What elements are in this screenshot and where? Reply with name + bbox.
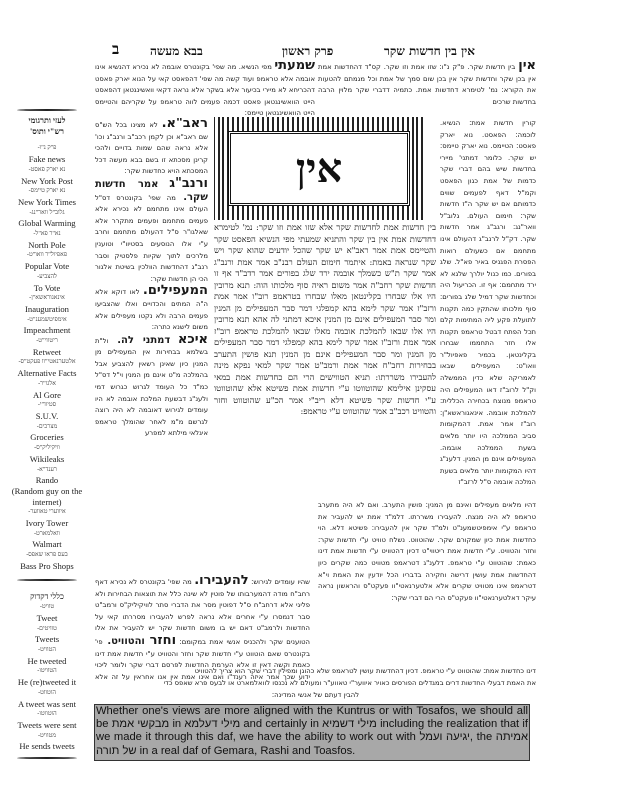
gloss-term-hebrew: סטיוו"י- [37,401,57,409]
grammar-term-english: Tweets [34,634,60,645]
rashi-line: המעפילים אינם מן המנין. [460,455,536,464]
commentary-line: אלגור הכי הן חדשות שקר: [95,263,208,283]
rashi-line: היה וכחדשות שקר דמיל [440,281,536,301]
commentary-line: לישנא כתרה: [151,323,191,332]
commentary-line: נראה לפרש להעבירו מסררתו קאי על החדשות ולרמב"ט דאם [95,612,310,633]
rashi-line: אמר חדשות שקר. דק"ל לרנב"ג [440,223,536,243]
commentary-line: המעפילים מן המנין כיון שאינן [95,348,208,368]
dibbur-hamaschil: המעפילים. [142,283,208,299]
gemara-line: והטוויט רכב"ב אמר שהוטווט ע"י טראמפ: [300,406,436,416]
gloss-term [4,250,90,271]
ornament-divider [17,756,77,760]
gloss-term [4,357,90,378]
gemara-line: המנין תנא פושין התערב בבחירות רחב"ח אמר [214,348,436,370]
rashi-line: לוכמה: הפאסט. נוא יארק פאסט: [440,130,536,151]
commentary-line: ס"ל דהעולם מתחמם וחרב ע"י [95,228,208,248]
gloss-term-hebrew: אימפיטשמענ"ט- [27,315,67,323]
rashi-line: דהחדשות אמת אין בכן שקר וחדשות שקר אין בכן שום [318,63,536,83]
gloss-term [4,208,90,229]
commentary-paragraph [95,331,208,440]
rashi-line: בכחירה הכללית: להמלכת אובמה. [440,397,536,417]
tosafos-line: הוואשינגטאן פאסט דכמה פעמים [197,97,300,106]
rashi-line: שבאו לאמריקה שלא כדין [440,362,536,383]
commentary-line: מה שפי' בקונטרס [110,193,176,202]
gloss-term-hebrew: להצביע- [37,272,57,280]
dibbur-hamaschil-rest: אמר חדשות שקר. [95,178,208,203]
grammar-term [4,624,90,645]
rashi-line: הטיימס. נוא יארק טיימס: יש [440,142,536,162]
commentary-line: ול"ת בשלמא בבחירות אין [95,336,208,357]
gloss-term [4,336,90,357]
gemara-line: אהא תנא מרובין היו אלו שבאו להמלכת אובמה [214,314,436,336]
commentary-line: מסכתא זו בשם בבא מעשה דכל [95,155,191,164]
gloss-term-hebrew: אינאגוראשא"ן- [29,294,65,302]
rashi-line: כיון שמקורם שקר. שהוטווט. נשלח טוויט ע"י חדשות שקר: [318,535,493,544]
rashi-bottom [318,500,536,618]
rashi-line: סמך של אמת וכל מגמתם להטעות את הקורא: נמ' לטימרא [318,74,536,95]
chapter-number: פרק ראשון [282,44,334,58]
grammar-term [4,688,90,709]
grammar-term-english: Tweets were sent [17,719,77,730]
gloss-term-english: To Vote [33,282,61,293]
rashi-paragraph [440,118,536,489]
rashi-line: מתחמם: אף זו. הכריעול [450,281,525,290]
rashi-line: ולמ"ד שקר אין להעבירו: פשיטא דלא. הוי כחדשות אמת [318,524,536,544]
commentary-line: לקמן רכב"ב ורנב"ג וכו' אלא נראה [95,132,208,153]
gloss-term [4,422,90,443]
gloss-term-english: Alternative Facts [17,368,77,379]
rashi-line: עיקר דאלטערנאטי"וו פעקט"ס הרי הם דברי שקר: [391,593,536,602]
gloss-term-hebrew: וויקיליק"ס- [34,444,60,452]
commentary-line: לאו דוקא אלא [95,288,140,297]
dibbur-hamaschil-rest: והטוויט. [102,635,150,647]
tosafos-side [95,118,208,573]
commentary-line: נכירא דאף רחב"ח מודה דהמערבותו של פוטין לא שינה כלל את [95,578,310,598]
commentary-line: ולומר ליכוי ידוע שכך אמר איזה רענד"ו ואם אינו אמת אין אנו [95,661,310,681]
dibbur-hamaschil-rest: דמתני לה. [108,334,171,346]
gloss-term-english: New York Times [17,196,77,207]
gloss-term-english: Bass Pro Shops [20,560,74,571]
gemara-line: חדשות שקר רחב"ה אמר משום ראיה סוף מלכותו [267,279,436,290]
commentary-line: שהם שמות בדויים ולהכי קרינן [95,144,208,164]
gloss-term [4,550,90,571]
gemara-line: אמת במאי עסקינן אילימא שהוטווטו ע"י חדשות [214,371,436,393]
gloss-term [4,229,90,250]
center-word-box [228,131,410,206]
rashi-line: וחזר והטוויט. ע"י חדשות אמת ריטווי"ט דכיון דהטוויט [378,547,536,556]
commentary-line: הרבה ולא נקטו מעפילים אלא משום [95,311,208,332]
gloss-term-hebrew: פ"ק נ"ו- [37,144,57,152]
rashi-opening: אין [518,60,536,73]
gemara-line: ומר סבר המעפילים אינם מן המנין איכא דמתני לה [267,314,436,324]
commentary-line: לא מצינו בכל הש"ס [95,121,158,129]
rashi-line: כגון הפאסט וקמ"ל דאף לפעמים [440,176,536,197]
commentary-line: העומד לגרוש כגרוש דמי ולענ"ג [95,383,208,403]
gemara-line: כשמלך אובמה ירד שלג בפורים אמר רדב"ד אף זו [214,268,382,278]
rashi-line: קורין חדשות אמת: הנשיא. [440,119,536,127]
rashi-line: בשעת המלכה אובמה ס"ל לרזב"ז [440,466,536,487]
tosafos-top [95,60,315,120]
rashi-line: שווים כדמותם אם יש [440,188,536,209]
chapter-name: אין בין חדשות שקר [384,44,476,58]
commentary-line: רנב"ג דהחדשות הוולכין בשיטת [111,263,208,272]
rashi-line: פקע ליה המתימות קלם [440,316,511,325]
rashi-line: לא היה מתערב טראמפ לא היה מנצח. להעבירו משררתו. [318,501,536,521]
bottom-line: את האמת דבעלי החדשות דרים במגדלים הפורסים כאויר איווער"י טאווע"ר ומעולם לא נכנסו לוואלמארט או לבעס פרא שאפס כדי [163,678,536,687]
tractate-name: בבא מעשה [150,44,203,58]
commentary-line: אלו הנוסעים בסטיוו"י וטוענין [95,239,192,248]
gloss-column [4,104,90,764]
gloss-title-2: רש"י ותוס' [30,126,64,136]
commentary-line: כאמת וקשה דאין זו אלא הערמת החדשות לפרסם דברי שקר [126,661,310,670]
grammar-term-hebrew: טוויטים- [37,624,57,632]
dibbur-hamaschil: ורנב"ג [169,175,208,191]
rashi-line: כנול יולרך שלגא לא ירד [440,269,536,290]
tosafos-line: מפי הנשיא. מה שפי' בקונטרס אובמה לא נכירא [129,63,272,71]
grammar-term-hebrew: הטוויט- [38,646,56,654]
rashi-line: דהמקומות סביב הממלכה היו יותר [440,420,536,441]
gloss-term-english: Walmart [32,539,62,550]
gloss-term-hebrew: מצרכים- [36,422,58,430]
commentary-paragraph [95,175,208,285]
ornament-divider [17,108,77,112]
commentary-line: הדברי סתר לוויקיליק"ס ורמב"ט סבר דנמסרו ע"י אחרים אלא [95,601,310,621]
gloss-term-hebrew: פאפיול"ר וואו"ט- [26,251,68,259]
tosafos-opening: שמעתי [274,60,315,73]
commentary-line: פי' בקונטרס [95,637,310,658]
gemara-line: אמת וזו שקר: [252,222,302,232]
rashi-line: וחקירה בדבריו הכל יודעין את האמת וי"א דטראמפ אינו [318,570,536,591]
commentary-paragraph [95,285,208,333]
gemara-line: מאלו שבאו להמלכת טראמפ רוב"ז אמר אמת [214,325,436,347]
gloss-term-hebrew: נא יארק פאסט- [28,165,66,173]
grammar-terms [4,602,90,752]
grammar-title: כללי דקדוק [30,591,64,601]
gloss-term [4,486,90,507]
gloss-term-hebrew: נא יארק טיימס- [28,187,66,195]
gemara-line: אמת פשיטא אלא שהוטווטו ע"י חדשות שקר [214,383,436,405]
gemara-line: הוה: תנא מרובין היו אלו שבחרו בקלינטאן מאלו [214,279,436,301]
grammar-term-english: He (re)tweeted it [17,677,77,688]
page-letter: ב [112,40,120,58]
commentary-line: המסכתא הויא כחדשות שקר: [124,167,208,176]
gloss-term-english: S.U.V. [35,410,59,421]
commentary-line: אחראין על זה אלא [95,672,155,681]
rashi-line: ע"י חדשות אמת דינו כאמת: שהוטווט ע"י טראמפ. דלענ"ג [318,547,536,567]
gemara-line: בין חדשות אמת לחדשות שקר אלא שזו [301,222,436,232]
gemara-line: שהוא שקר ויש שקר שנראה באמת: איתמר חימום [214,245,436,267]
bottom-line: דינו כחדשות אמת: שהוטווט ע"י טראמפ. דכיון דהחדשות עושין לטראמפ שלא כהוגן ומפילין דברי שקר הוא צריך להטוויט [194,667,536,675]
rashi-line: דהעולם אינו מתחמם אם כשעולם [440,234,536,255]
grammar-term-hebrew: הוטווט- [38,688,56,696]
gloss-term-english: Al Gore [33,389,61,400]
gloss-term-english: (Random guy on the internet) [11,485,83,507]
grammar-term-english: A tweet was sent [18,698,76,709]
gemara-line: פשיטא דלא ריב"י אמר הכ"ע שהוטווט וחזר [214,394,372,405]
gloss-term [4,529,90,550]
rashi-line: דלמ"ד אמת יש להעביר את טראמפ ע"י אימפיטשמענ"ט [318,512,536,533]
center-word: אין [295,145,343,192]
gloss-title: לעזי ותרגומי [28,116,66,125]
rashi-line: פא"ל. שלג בפורים. כמו [440,258,536,278]
gloss-term-hebrew: אלטערנאטי"וו פעקט"ס- [18,358,76,366]
tosafos-line: אלא בשקר אלא נראה דקאי וואשינגטאן דהפאסט הייט [95,86,315,106]
grammar-term [4,645,90,666]
commentary-line: שאם הוטווט ע"י חדשות שקר וחזר והטוויט ע"י חדשות אמת דינו [95,649,282,658]
gloss-term-english: Wikileaks [29,453,65,464]
gloss-term [4,186,90,207]
commentary-line: שם ראב"א וכן [163,132,208,141]
dibbur-hamaschil: וחזר [149,632,177,648]
gloss-term [4,507,90,528]
grammar-term [4,709,90,730]
rashi-line: בין חדשות שקר. פ"ק נ"ו: שזו אמת וזו שקר. קס"ד [361,63,516,71]
rashi-line: תקנות אלו חזר התחממו [440,327,536,348]
commentary-bottom [95,666,536,702]
rashi-line: רואות הפסרת הפגניס באיר [440,246,536,267]
gloss-terms [4,143,90,571]
gloss-term-hebrew: בעס פראו שאפס- [26,551,68,559]
commentary-line: רשאין להצביע אבל בהמלכה מ"ט [95,359,208,380]
rashi-line: שקר ה"ז חדשות שקר: חימום [440,200,536,220]
commentary-line: טראמפ איגלאי מילתא למפרע [95,417,208,438]
commentary-line: עומדים לגירוש דאובמה לא היה [109,406,208,415]
gemara-text [214,222,436,500]
center-word-frame [214,117,424,220]
dibbur-hamaschil: איכא [177,331,208,347]
gloss-term-english: Popular Vote [24,261,70,272]
note-box [94,704,530,761]
rashi-line: אינאגוראשא"ן: רוב"ז אמר אמת. [440,408,536,429]
commentary-line: ה"ה המתים [165,299,208,308]
gloss-term-english: Impeachment [23,325,71,336]
gloss-term [4,293,90,314]
gloss-term [4,465,90,486]
gemara-line: והטיימס אמת אמר ראב"א יש שקר שהכל יודעים [264,245,436,255]
rashi-line: דהיו מלאים מעפילים ואינם מן המנין: פושין התערב. ואם [364,501,536,509]
rashi-line: דטראמפ מטוויט כמה שקרים כיון דהחדשות אמת עושין דרישה [318,558,536,579]
gloss-term [4,315,90,336]
bottom-line: להבין דעתם של אנשי המדינה: [271,690,360,699]
grammar-term-english: He sends tweets [19,741,75,752]
commentary-line: שהיו עומדים לגירוש: [248,578,310,586]
commentary-paragraph [95,118,208,178]
gloss-term-english: North Pole [28,239,66,250]
grammar-term-english: Tweet [36,612,58,623]
gloss-term-hebrew: איווערי טאווער- [28,508,66,516]
gloss-term [4,143,90,164]
gloss-term-english: Inauguration [25,303,69,314]
grammar-term [4,602,90,623]
commentary-line: נכירא אלא פעמים מתחמם [95,205,208,225]
rashi-top [318,60,536,120]
rashi-line: שבחרו בקלינטאן. בכמיר [440,339,536,359]
note-text: Whether one's views are more aligned with the Kuntrus or with Tosafos, we should all be מבקשי אמת in מילי דעלמא and certainly in מילי דשמיא including the realization that if we made it through this daf, we have the ability to work out with יגיעה ועמל, the אמיתה של תורה in a real daf of Gemara, Rashi and Toasfos. [96,705,528,757]
commentary-line: תוצאות הבחירות ולא פליגי אלא דרחב"ח ס"ל דפוטין מסר את [95,589,310,610]
rashi-line: שלג בפורים: סוף מלכותו [440,292,536,313]
grammar-term-hebrew: הטוויטו- [37,667,57,675]
tosafos-line: הייט הוואשינגטאן טיימס: [244,109,315,118]
commentary-line: מה שפי' בקונטרס לא [126,578,192,586]
gemara-line: בין שקר והתניא שמעתי מפי הנשיא הפאסט שקר [214,233,376,244]
rashi-line: שהתקין כמה תקנות לתועלת [440,304,536,325]
gemara-line: ורזב"ז אמר שקר לימא בהא קמפלגי דמר סבר [246,337,400,347]
rashi-line: מטוויט שקרים אלא אלטערנאטי"וו פעקט"ס והראשון נראה [318,582,494,591]
gloss-term [4,443,90,464]
commentary-line: רוצה לגרשם מ"מ לאחר שהומלך [95,406,208,426]
gloss-term [4,272,90,293]
grammar-term-hebrew: טוויט- [39,603,55,611]
rashi-line: תכל הפתח דבטל טראמפ [458,327,536,336]
rashi-line: מלאים בשעת הממלכה אובמה. [440,432,536,452]
commentary-line: יש בו משום חדשות שקר יש להעביר את אלו הטוענים שקר [95,624,310,646]
rashi-line: פאפיול"ר וואו"ט: המעפילים [440,350,536,371]
commentary-line: אינם מן המנין וי"ל דס"ל כמ"ד כל [95,371,208,392]
rashi-line: העולם. גלוב"ל וואר"נג: ורגב"ג [440,211,536,232]
gemara-line: אמת ורמב"ט אמר שקר למאי נפקא מינה [214,360,359,370]
commentary-line: מלרכים לתוך שקיות פלסטיק וסבר [95,251,208,260]
rashi-side [440,118,536,500]
rashi-line: הממשלה וק"ל לרוב"ז דאו [440,374,536,394]
gloss-term [4,379,90,400]
rashi-line: דלענ"ג דהיו המקומות יותר מלאים [440,455,536,475]
gloss-term [4,165,90,186]
gloss-term [4,400,90,421]
rashi-paragraph [318,60,536,108]
gemara-line: העולם רבנ"ב אמר אמת ורנב"ג אמר שקר ת"ש [214,256,436,278]
gloss-term-english: Retweet [32,346,62,357]
commentary-line: דבשעת המלכת אובמה לא היו [95,394,187,403]
gloss-term-hebrew: נא"ר פא"ל- [33,230,61,238]
commentary-line: דס"ל העולם אינו מתחמם לא [95,193,208,214]
dibbur-hamaschil: ראב"א. [161,118,208,131]
gloss-term-hebrew: אלגו"ר- [38,379,56,387]
gemara-line: להעבירו משררתו: תניא הטווישים הרי הם כחדשות [250,371,436,382]
grammar-term-hebrew: מטוויט- [38,731,56,739]
ornament-divider [17,578,77,582]
commentary-line: ופעמים מתקרר אלא שאלגו"ר [95,216,208,237]
rashi-line: המעפילים היה טראמפ מנוצח [440,385,536,406]
gloss-term-english: Fake news [28,154,66,165]
grammar-term-english: He tweeted [27,655,67,666]
gemara-line: לימא בהא קמפלגי דמר סבר המעפילים מן המנין [214,302,377,313]
dibbur-hamaschil: להעבירו. [194,575,249,588]
grammar-term [4,666,90,687]
gloss-term-english: Rando [35,475,59,486]
gemara-line: שבחרו בטראמפ רוב"ו אמר אמת ורזב"ז אמר שקר [214,291,436,313]
tosafos-paragraph [95,60,315,120]
gemara-line: נמ' לטימרא דחדשות אמת אין [214,222,436,244]
commentary-line: והכדויים ואלו שהצביעו פעמים [95,299,208,320]
tosafos-line: דהנשיא אינו אובמה אלא טראמפ ועוד קשה מה שפי' [95,63,315,83]
grammar-term-hebrew: הוטווטו- [37,710,57,718]
rashi-line: שיש בהם דברי שקר כדמות של אמת [440,165,536,185]
gemara-line: המעפילים מן המנין ומר סבר המעפילים אינם מן [214,337,436,359]
gemara-paragraph [214,222,436,418]
gloss-term-english: New York Post [21,175,73,186]
commentary-line: ולהכניס אנשי אמת במקומם: [176,637,266,646]
gloss-term-hebrew: ריטווי"ט- [36,337,58,345]
tosafos-line: לווה טראמפ על שקריהם והטיימס [95,97,198,106]
rashi-line: דחדשות אמת. כתמיה דדברי שקר מלוין הרבה בחדשות שרכים [318,86,536,106]
gloss-term-hebrew: רענד"א- [37,465,57,473]
rashi-paragraph [318,500,536,604]
gloss-term-english: Global Warming [18,218,76,229]
gloss-term-english: Ivory Tower [25,518,69,529]
rashi-line: שקר. כלומר דמתני' מיירי בחדשות [440,153,536,174]
grammar-term [4,731,90,752]
tosafos-line: דהפאסט קאי על הנוא יארק פאסט דהכריחא לא מיירי בכיעור [95,74,315,95]
gloss-term-hebrew: גלוב"ל וואר"נג- [29,208,65,216]
gloss-term-english: Groceries [30,432,64,443]
gloss-term-hebrew: וואלמארט- [34,529,60,537]
